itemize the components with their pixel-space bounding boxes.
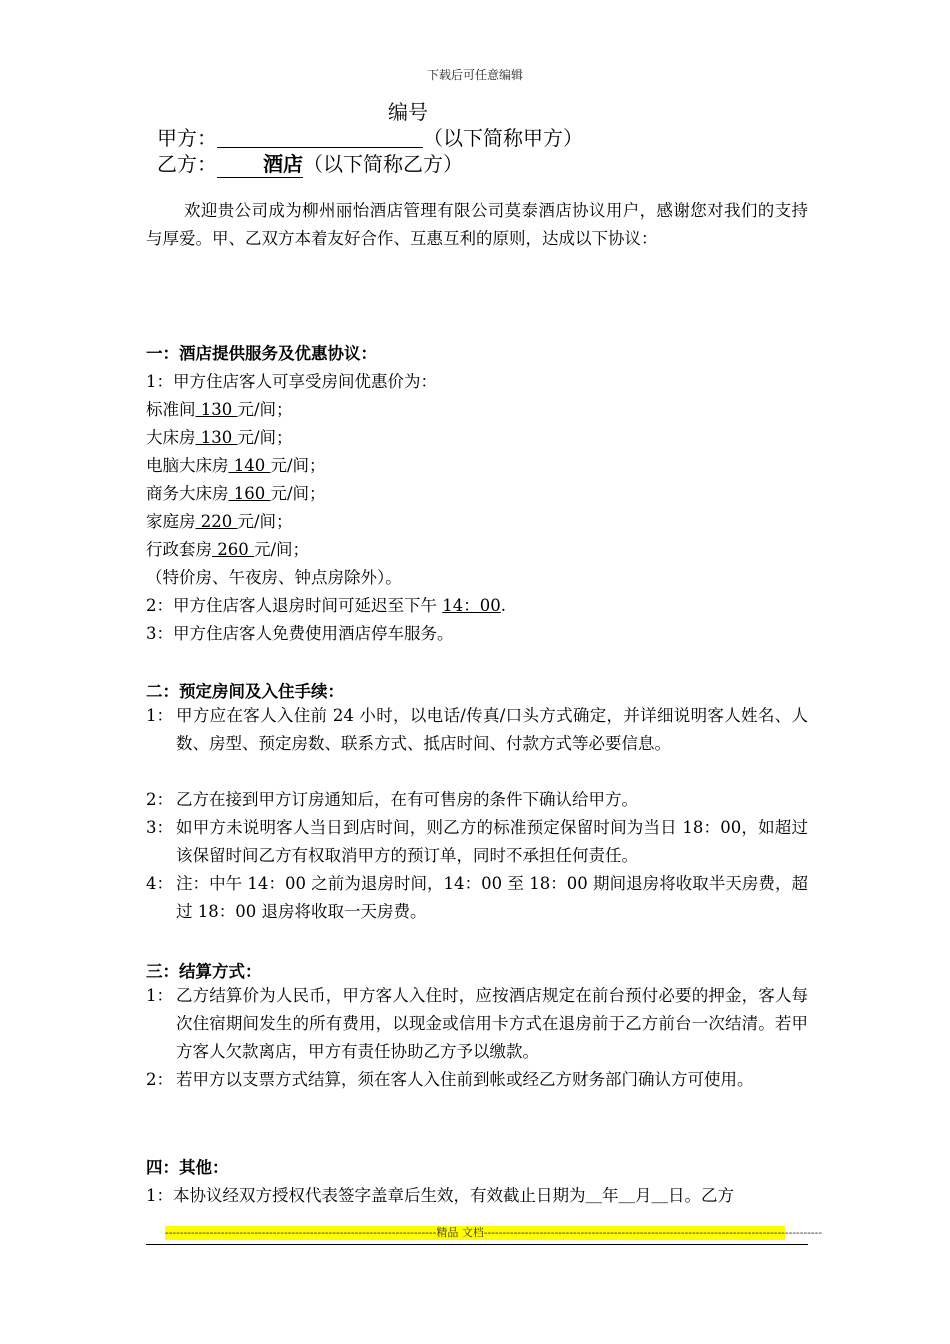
section-4-item-1: 1：本协议经双方授权代表签字盖章后生效，有效截止日期为＿年＿月＿日。乙方 [146,1186,734,1205]
section-2-item [146,870,808,926]
room-exclusion-note: （特价房、午夜房、钟点房除外）。 [146,568,402,587]
room-unit: 元/间； [253,540,310,559]
checkout-time: 14：00 [442,596,501,615]
section-1-item-3: 3：甲方住店客人免费使用酒店停车服务。 [146,624,454,643]
header-note: 下载后可任意编辑 [426,68,523,82]
party-a-label: 甲方： [157,126,217,150]
item-number: 1： [146,706,173,725]
section-4-title: 四：其他： [146,1158,229,1177]
room-price-line [146,452,326,476]
room-price-line [146,396,293,420]
item-text: 乙方在接到甲方订房通知后，在有可售房的条件下确认给甲方。 [176,790,638,809]
intro-paragraph: 欢迎贵公司成为柳州丽怡酒店管理有限公司莫泰酒店协议用户，感谢您对我们的支持与厚爱。甲、乙双方本着友好合作、互惠互利的原则，达成以下协议： [146,201,808,248]
footer-dashes-left: ------------------------------------------------------------------------- [165,1226,437,1239]
room-name: 商务大床房 [146,484,229,503]
party-a-line [157,122,583,151]
room-name: 标准间 [146,400,196,419]
room-price: 140 [228,456,271,475]
footer-rule [146,1244,808,1245]
party-b-line [157,148,463,178]
room-price: 130 [195,400,238,419]
room-name: 行政套房 [146,540,212,559]
section-2-title: 二：预定房间及入住手续： [146,682,344,701]
section-2-item [146,702,808,758]
document-number-label: 编号 [388,100,428,124]
section-1-item-1: 1：甲方住店客人可享受房间优惠价为： [146,372,437,391]
party-b-suffix: （以下简称乙方） [303,152,463,176]
section-1-item-2 [146,592,506,616]
room-price-line [146,480,326,504]
checkout-text: 2：甲方住店客人退房时间可延迟至下午 [146,596,443,615]
item-text: 若甲方以支票方式结算，须在客人入住前到帐或经乙方财务部门确认方可使用。 [176,1070,754,1089]
item-text: 注：中午 14：00 之前为退房时间，14：00 至 18：00 期间退房将收取半天房费，超过 18：00 退房将收取一天房费。 [176,874,808,921]
footer-dashes-right: ------------------------------------------------------------------------------------------- [483,1226,823,1239]
room-price: 130 [195,428,238,447]
section-2-item [146,814,808,870]
party-a-blank [217,127,423,148]
item-number: 2： [146,790,173,809]
section-1-title: 一：酒店提供服务及优惠协议： [146,344,377,363]
room-unit: 元/间； [270,456,326,475]
item-text: 甲方应在客人入住前 24 小时，以电话/传真/口头方式确定，并详细说明客人姓名、人数、房型、预定房数、联系方式、抵店时间、付款方式等必要信息。 [176,706,808,753]
footer-banner [165,1226,823,1240]
section-3-item [146,982,808,1066]
party-a-suffix: （以下简称甲方） [423,126,583,150]
room-unit: 元/间； [237,400,293,419]
room-unit: 元/间； [270,484,326,503]
room-unit: 元/间； [237,428,293,447]
item-number: 1： [146,986,173,1005]
item-text: 乙方结算价为人民币，甲方客人入住时，应按酒店规定在前台预付必要的押金，客人每次住宿期间发生的所有费用，以现金或信用卡方式在退房前于乙方前台一次结清。若甲方客人欠款离店，甲方有责任协助乙方予以缴款。 [176,986,808,1061]
section-2-item [146,786,808,814]
section-3-title: 三：结算方式： [146,962,262,981]
room-name: 电脑大床房 [146,456,229,475]
room-unit: 元/间； [237,512,293,531]
room-name: 大床房 [146,428,196,447]
item-text: 如甲方未说明客人当日到店时间，则乙方的标准预定保留时间为当日 18：00，如超过该保留时间乙方有权取消甲方的预订单，同时不承担任何责任。 [176,818,808,865]
room-name: 家庭房 [146,512,196,531]
footer-label: 精品 文档 [436,1226,484,1239]
party-b-hotel: 酒店 [217,148,303,178]
room-price: 260 [212,540,254,559]
room-price-line [146,508,293,532]
room-price: 220 [195,512,238,531]
checkout-suffix: . [500,596,506,615]
section-3-item [146,1066,808,1094]
item-number: 4： [146,874,173,893]
item-number: 2： [146,1070,173,1089]
item-number: 3： [146,818,173,837]
room-price: 160 [228,484,271,503]
room-price-line [146,424,293,448]
room-price-line [146,536,309,560]
party-b-label: 乙方： [157,152,217,176]
